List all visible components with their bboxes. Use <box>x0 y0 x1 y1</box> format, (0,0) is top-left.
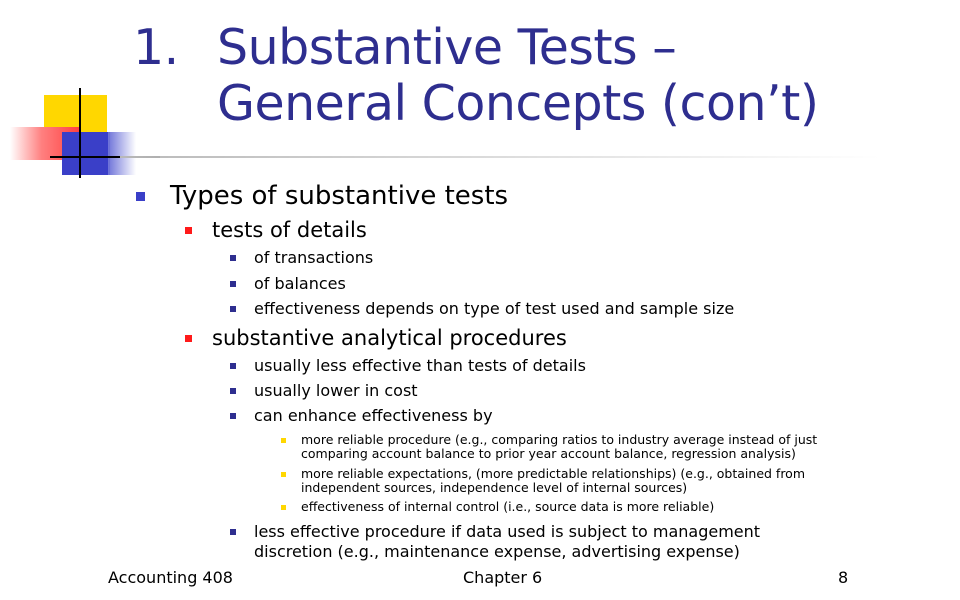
title-line-1 <box>133 20 818 76</box>
bullet-text: usually less effective than tests of details <box>254 356 586 375</box>
bullet-level3 <box>254 406 493 426</box>
square-bullet-icon <box>230 306 236 312</box>
decorative-vertical-line <box>79 88 81 178</box>
bullet-level1 <box>170 181 508 211</box>
square-bullet-icon <box>185 335 192 342</box>
square-bullet-icon <box>230 413 236 419</box>
title-line-2 <box>133 76 818 132</box>
footer-course: Accounting 408 <box>108 568 233 587</box>
bullet-level2 <box>212 218 367 243</box>
square-bullet-icon <box>230 363 236 369</box>
bullet-level4 <box>301 433 817 461</box>
footer-chapter: Chapter 6 <box>463 568 543 587</box>
footer-page-number: 8 <box>838 568 849 587</box>
bullet-text: tests of details <box>212 218 367 242</box>
title-number: 1. <box>133 19 179 76</box>
title-text-2: General Concepts (con’t) <box>217 75 819 132</box>
square-bullet-icon <box>230 529 236 535</box>
square-bullet-icon <box>230 255 236 261</box>
bullet-text-continued: independent sources, independence level of internal sources) <box>301 480 688 495</box>
bullet-text: more reliable procedure (e.g., comparing ratios to industry average instead of just <box>301 432 818 447</box>
bullet-text: of balances <box>254 274 346 293</box>
decorative-blue-block <box>62 132 110 175</box>
bullet-text: less effective procedure if data used is subject to management <box>254 522 761 541</box>
bullet-level3 <box>254 381 418 401</box>
bullet-level3 <box>254 248 373 268</box>
square-bullet-icon <box>230 281 236 287</box>
bullet-text: more reliable expectations, (more predictable relationships) (e.g., obtained from <box>301 466 806 481</box>
bullet-text: Types of substantive tests <box>170 181 509 211</box>
title-underline-rule <box>120 156 880 158</box>
bullet-text: substantive analytical procedures <box>212 326 567 350</box>
bullet-text: of transactions <box>254 248 374 267</box>
square-bullet-icon <box>281 438 286 443</box>
bullet-text-continued: comparing account balance to prior year account balance, regression analysis) <box>301 446 796 461</box>
bullet-text: effectiveness of internal control (i.e., source data is more reliable) <box>301 499 715 514</box>
square-bullet-icon <box>281 505 286 510</box>
bullet-level2 <box>212 326 567 351</box>
bullet-level3 <box>254 274 346 294</box>
bullet-level3 <box>254 356 586 376</box>
bullet-text: can enhance effectiveness by <box>254 406 493 425</box>
bullet-level4 <box>301 467 805 495</box>
decorative-blue-fade <box>108 132 136 175</box>
title-text-1: Substantive Tests – <box>217 19 677 76</box>
square-bullet-icon <box>230 388 236 394</box>
square-bullet-icon <box>136 192 145 201</box>
square-bullet-icon <box>281 472 286 477</box>
bullet-text: usually lower in cost <box>254 381 418 400</box>
bullet-level3 <box>254 522 760 562</box>
bullet-level3 <box>254 299 734 319</box>
slide-title <box>133 20 818 132</box>
bullet-level4 <box>301 500 714 514</box>
bullet-text: effectiveness depends on type of test used and sample size <box>254 299 735 318</box>
square-bullet-icon <box>185 227 192 234</box>
bullet-text-continued: discretion (e.g., maintenance expense, advertising expense) <box>254 542 740 561</box>
